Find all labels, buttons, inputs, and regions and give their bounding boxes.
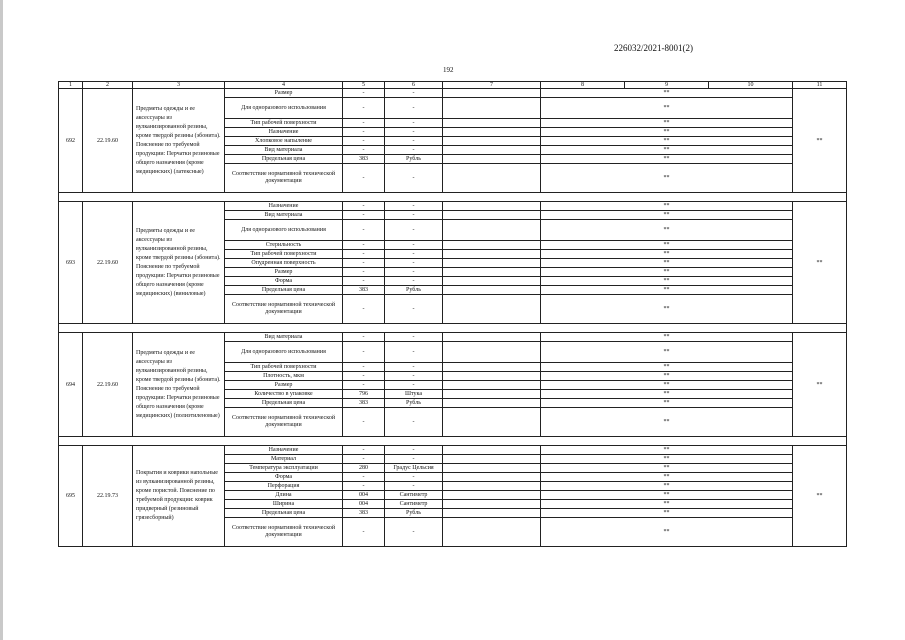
column-header: 1 bbox=[59, 82, 83, 89]
unit-code: - bbox=[343, 381, 385, 390]
empty-cell bbox=[443, 509, 541, 518]
unit-name: Градус Цельсия bbox=[385, 464, 443, 473]
empty-cell bbox=[443, 241, 541, 250]
characteristic-value: ** bbox=[541, 202, 793, 211]
characteristic-name: Тип рабочей поверхности bbox=[225, 250, 343, 259]
empty-cell bbox=[443, 164, 541, 193]
register-table bbox=[58, 81, 847, 547]
characteristic-name: Предельная цена bbox=[225, 509, 343, 518]
empty-cell bbox=[443, 482, 541, 491]
characteristic-name: Соответствие нормативной технической документации bbox=[225, 295, 343, 324]
unit-code: - bbox=[343, 250, 385, 259]
unit-name: - bbox=[385, 363, 443, 372]
unit-name: Сантиметр bbox=[385, 491, 443, 500]
unit-code: - bbox=[343, 259, 385, 268]
characteristic-value: ** bbox=[541, 473, 793, 482]
empty-cell bbox=[443, 372, 541, 381]
unit-name: - bbox=[385, 98, 443, 119]
characteristic-value: ** bbox=[541, 500, 793, 509]
empty-cell bbox=[443, 446, 541, 455]
empty-cell bbox=[443, 381, 541, 390]
unit-code: - bbox=[343, 333, 385, 342]
okpd-code: 22.19.60 bbox=[83, 202, 133, 324]
justification: ** bbox=[793, 446, 847, 547]
unit-code: - bbox=[343, 220, 385, 241]
table-row bbox=[59, 202, 847, 211]
characteristic-name: Форма bbox=[225, 277, 343, 286]
characteristic-value: ** bbox=[541, 259, 793, 268]
okpd-code: 22.19.60 bbox=[83, 333, 133, 437]
unit-name: - bbox=[385, 268, 443, 277]
empty-cell bbox=[443, 277, 541, 286]
unit-code: - bbox=[343, 89, 385, 98]
unit-name: Рубль bbox=[385, 155, 443, 164]
entry-description: Предметы одежды и ее аксессуары из вулканизированной резины, кроме твердой резины (эбонита). Пояснение по требуемой продукции: Перчатки резиновые общего назначения (кроме медицинских) (виниловые) bbox=[133, 202, 225, 324]
unit-name: - bbox=[385, 482, 443, 491]
entry-separator bbox=[59, 437, 847, 446]
column-header: 6 bbox=[385, 82, 443, 89]
characteristic-name: Форма bbox=[225, 473, 343, 482]
empty-cell bbox=[443, 408, 541, 437]
characteristic-value: ** bbox=[541, 211, 793, 220]
unit-code: 383 bbox=[343, 286, 385, 295]
characteristic-name: Опудренная поверхность bbox=[225, 259, 343, 268]
separator-cell bbox=[59, 324, 847, 333]
characteristic-name: Хлопковое напыление bbox=[225, 137, 343, 146]
characteristic-name: Ширина bbox=[225, 500, 343, 509]
characteristic-value: ** bbox=[541, 268, 793, 277]
unit-code: - bbox=[343, 342, 385, 363]
characteristic-name: Вид материала bbox=[225, 146, 343, 155]
table-row bbox=[59, 333, 847, 342]
characteristic-name: Предельная цена bbox=[225, 399, 343, 408]
characteristic-value: ** bbox=[541, 333, 793, 342]
characteristic-name: Температура эксплуатации bbox=[225, 464, 343, 473]
entry-description: Предметы одежды и ее аксессуары из вулканизированной резины, кроме твердой резины (эбонита). Пояснение по требуемой продукции: Перчатки резиновые общего назначения (кроме медицинских) (полиэтиленовые) bbox=[133, 333, 225, 437]
characteristic-value: ** bbox=[541, 482, 793, 491]
characteristic-name: Соответствие нормативной технической документации bbox=[225, 408, 343, 437]
empty-cell bbox=[443, 342, 541, 363]
characteristic-value: ** bbox=[541, 89, 793, 98]
empty-cell bbox=[443, 286, 541, 295]
unit-name: Рубль bbox=[385, 286, 443, 295]
characteristic-name: Стерильность bbox=[225, 241, 343, 250]
unit-name: - bbox=[385, 89, 443, 98]
unit-code: 004 bbox=[343, 500, 385, 509]
characteristic-name: Назначение bbox=[225, 128, 343, 137]
unit-name: Сантиметр bbox=[385, 500, 443, 509]
characteristic-name: Тип рабочей поверхности bbox=[225, 363, 343, 372]
characteristic-value: ** bbox=[541, 128, 793, 137]
characteristic-name: Для одноразового использования bbox=[225, 220, 343, 241]
characteristic-value: ** bbox=[541, 155, 793, 164]
unit-code: 280 bbox=[343, 464, 385, 473]
empty-cell bbox=[443, 455, 541, 464]
separator-cell bbox=[59, 193, 847, 202]
unit-code: 383 bbox=[343, 509, 385, 518]
empty-cell bbox=[443, 473, 541, 482]
empty-cell bbox=[443, 399, 541, 408]
characteristic-value: ** bbox=[541, 408, 793, 437]
unit-name: - bbox=[385, 295, 443, 324]
unit-code: - bbox=[343, 295, 385, 324]
characteristic-value: ** bbox=[541, 295, 793, 324]
characteristic-value: ** bbox=[541, 390, 793, 399]
unit-name: - bbox=[385, 277, 443, 286]
characteristic-value: ** bbox=[541, 518, 793, 547]
unit-name: - bbox=[385, 333, 443, 342]
unit-code: - bbox=[343, 164, 385, 193]
column-header: 11 bbox=[793, 82, 847, 89]
characteristic-value: ** bbox=[541, 220, 793, 241]
empty-cell bbox=[443, 89, 541, 98]
unit-name: - bbox=[385, 372, 443, 381]
unit-code: - bbox=[343, 482, 385, 491]
characteristic-value: ** bbox=[541, 342, 793, 363]
entry-number: 695 bbox=[59, 446, 83, 547]
characteristic-value: ** bbox=[541, 363, 793, 372]
characteristic-value: ** bbox=[541, 491, 793, 500]
unit-code: - bbox=[343, 277, 385, 286]
unit-code: - bbox=[343, 518, 385, 547]
characteristic-value: ** bbox=[541, 146, 793, 155]
characteristic-name: Для одноразового использования bbox=[225, 98, 343, 119]
characteristic-value: ** bbox=[541, 164, 793, 193]
entry-number: 692 bbox=[59, 89, 83, 193]
scan-edge bbox=[0, 0, 3, 640]
characteristic-name: Назначение bbox=[225, 202, 343, 211]
characteristic-value: ** bbox=[541, 119, 793, 128]
characteristic-name: Длина bbox=[225, 491, 343, 500]
empty-cell bbox=[443, 363, 541, 372]
empty-cell bbox=[443, 500, 541, 509]
unit-name: - bbox=[385, 241, 443, 250]
characteristic-name: Вид материала bbox=[225, 211, 343, 220]
unit-code: 383 bbox=[343, 155, 385, 164]
unit-code: - bbox=[343, 146, 385, 155]
unit-code: - bbox=[343, 473, 385, 482]
unit-code: - bbox=[343, 455, 385, 464]
characteristic-value: ** bbox=[541, 381, 793, 390]
unit-name: - bbox=[385, 342, 443, 363]
unit-name: - bbox=[385, 455, 443, 464]
unit-name: - bbox=[385, 119, 443, 128]
empty-cell bbox=[443, 333, 541, 342]
empty-cell bbox=[443, 119, 541, 128]
page-number: 192 bbox=[443, 66, 454, 74]
characteristic-name: Соответствие нормативной технической документации bbox=[225, 164, 343, 193]
unit-name: - bbox=[385, 137, 443, 146]
unit-code: - bbox=[343, 446, 385, 455]
characteristic-value: ** bbox=[541, 446, 793, 455]
unit-code: - bbox=[343, 202, 385, 211]
justification: ** bbox=[793, 202, 847, 324]
unit-name: - bbox=[385, 128, 443, 137]
unit-code: - bbox=[343, 119, 385, 128]
characteristic-value: ** bbox=[541, 509, 793, 518]
characteristic-value: ** bbox=[541, 455, 793, 464]
characteristic-name: Тип рабочей поверхности bbox=[225, 119, 343, 128]
characteristic-value: ** bbox=[541, 286, 793, 295]
empty-cell bbox=[443, 202, 541, 211]
unit-code: - bbox=[343, 128, 385, 137]
unit-name: Штука bbox=[385, 390, 443, 399]
okpd-code: 22.19.73 bbox=[83, 446, 133, 547]
empty-cell bbox=[443, 137, 541, 146]
column-header: 9 bbox=[625, 82, 709, 89]
okpd-code: 22.19.60 bbox=[83, 89, 133, 193]
unit-name: - bbox=[385, 408, 443, 437]
unit-code: - bbox=[343, 137, 385, 146]
entry-separator bbox=[59, 193, 847, 202]
empty-cell bbox=[443, 155, 541, 164]
table-row bbox=[59, 89, 847, 98]
characteristic-name: Назначение bbox=[225, 446, 343, 455]
column-header: 4 bbox=[225, 82, 343, 89]
empty-cell bbox=[443, 464, 541, 473]
unit-code: - bbox=[343, 363, 385, 372]
unit-name: - bbox=[385, 220, 443, 241]
empty-cell bbox=[443, 295, 541, 324]
column-header: 10 bbox=[709, 82, 793, 89]
empty-cell bbox=[443, 268, 541, 277]
empty-cell bbox=[443, 98, 541, 119]
characteristic-value: ** bbox=[541, 372, 793, 381]
characteristic-value: ** bbox=[541, 464, 793, 473]
table-row bbox=[59, 446, 847, 455]
column-header: 7 bbox=[443, 82, 541, 89]
unit-name: - bbox=[385, 146, 443, 155]
unit-code: 796 bbox=[343, 390, 385, 399]
characteristic-name: Для одноразового использования bbox=[225, 342, 343, 363]
characteristic-value: ** bbox=[541, 98, 793, 119]
characteristic-name: Плотность, мкм bbox=[225, 372, 343, 381]
column-header: 8 bbox=[541, 82, 625, 89]
characteristic-name: Размер bbox=[225, 381, 343, 390]
characteristic-value: ** bbox=[541, 250, 793, 259]
unit-code: 383 bbox=[343, 399, 385, 408]
unit-name: - bbox=[385, 164, 443, 193]
empty-cell bbox=[443, 518, 541, 547]
characteristic-name: Количество в упаковке bbox=[225, 390, 343, 399]
empty-cell bbox=[443, 250, 541, 259]
entry-separator bbox=[59, 324, 847, 333]
characteristic-value: ** bbox=[541, 241, 793, 250]
entry-description: Покрытия и коврики напольные из вулканизированной резины, кроме пористой. Пояснение по требуемой продукции: коврик придверный (резиновый грязесборный) bbox=[133, 446, 225, 547]
unit-name: - bbox=[385, 518, 443, 547]
characteristic-name: Предельная цена bbox=[225, 155, 343, 164]
unit-code: - bbox=[343, 98, 385, 119]
entry-number: 694 bbox=[59, 333, 83, 437]
empty-cell bbox=[443, 128, 541, 137]
column-header-row bbox=[59, 82, 847, 89]
unit-name: - bbox=[385, 446, 443, 455]
unit-name: - bbox=[385, 211, 443, 220]
characteristic-value: ** bbox=[541, 399, 793, 408]
characteristic-name: Размер bbox=[225, 89, 343, 98]
empty-cell bbox=[443, 491, 541, 500]
characteristic-name: Вид материала bbox=[225, 333, 343, 342]
characteristic-name: Соответствие нормативной технической документации bbox=[225, 518, 343, 547]
unit-code: - bbox=[343, 372, 385, 381]
characteristic-name: Материал bbox=[225, 455, 343, 464]
unit-code: - bbox=[343, 211, 385, 220]
unit-name: - bbox=[385, 473, 443, 482]
unit-name: - bbox=[385, 259, 443, 268]
characteristic-name: Перфорация bbox=[225, 482, 343, 491]
characteristic-value: ** bbox=[541, 137, 793, 146]
unit-name: Рубль bbox=[385, 509, 443, 518]
column-header: 5 bbox=[343, 82, 385, 89]
column-header: 3 bbox=[133, 82, 225, 89]
entry-number: 693 bbox=[59, 202, 83, 324]
unit-code: 004 bbox=[343, 491, 385, 500]
empty-cell bbox=[443, 259, 541, 268]
characteristic-name: Размер bbox=[225, 268, 343, 277]
justification: ** bbox=[793, 89, 847, 193]
empty-cell bbox=[443, 146, 541, 155]
empty-cell bbox=[443, 390, 541, 399]
unit-code: - bbox=[343, 241, 385, 250]
column-header: 2 bbox=[83, 82, 133, 89]
empty-cell bbox=[443, 211, 541, 220]
characteristic-value: ** bbox=[541, 277, 793, 286]
justification: ** bbox=[793, 333, 847, 437]
characteristic-name: Предельная цена bbox=[225, 286, 343, 295]
document-id: 226032/2021-8001(2) bbox=[614, 43, 693, 53]
empty-cell bbox=[443, 220, 541, 241]
entry-description: Предметы одежды и ее аксессуары из вулканизированной резины, кроме твердой резины (эбонита). Пояснение по требуемой продукции: Перчатки резиновые общего назначения (кроме медицинских) (латексные) bbox=[133, 89, 225, 193]
unit-code: - bbox=[343, 408, 385, 437]
unit-name: - bbox=[385, 202, 443, 211]
unit-code: - bbox=[343, 268, 385, 277]
unit-name: - bbox=[385, 250, 443, 259]
unit-name: Рубль bbox=[385, 399, 443, 408]
unit-name: - bbox=[385, 381, 443, 390]
separator-cell bbox=[59, 437, 847, 446]
